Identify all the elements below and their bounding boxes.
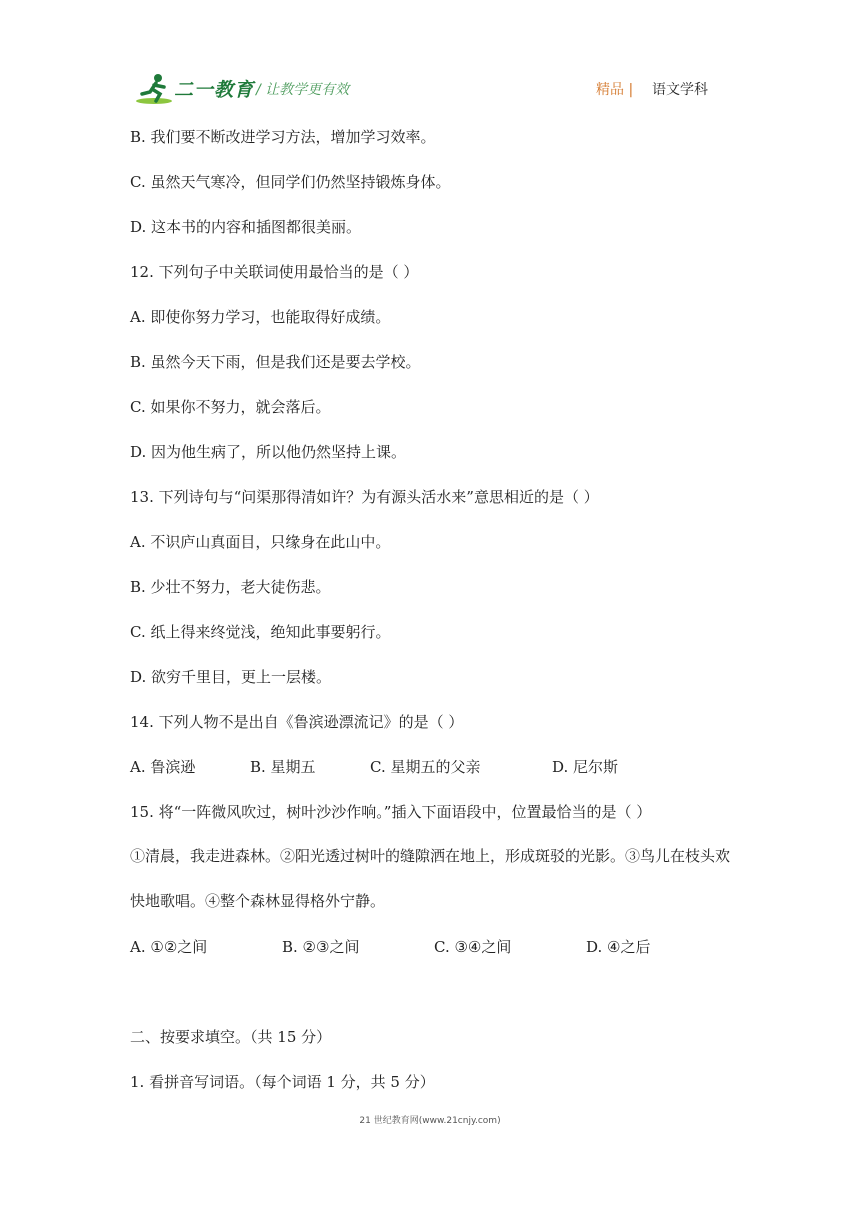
text-line: A. 不识庐山真面目，只缘身在此山中。 [130,533,391,551]
text-line: C. 纸上得来终觉浅，绝知此事要躬行。 [130,623,391,641]
q14-option: C. 星期五的父亲 [370,758,481,776]
q15-option: B. ②③之间 [282,938,360,956]
text-line: C. 如果你不努力，就会落后。 [130,398,331,416]
text-line: D. 欲穷千里目，更上一层楼。 [130,668,332,686]
section-2-title: 二、按要求填空。（共 15 分） [130,1028,332,1046]
text-line: D. 这本书的内容和插图都很美丽。 [130,218,362,236]
brand-tag: 精品 | [596,82,634,98]
q15-passage: ①清晨，我走进森林。②阳光透过树叶的缝隙洒在地上，形成斑驳的光影。③鸟儿在枝头欢快地歌唱。④整个森林显得格外宁静。 [130,847,731,910]
text-line: A. 即使你努力学习，也能取得好成绩。 [130,308,391,326]
q15-option: A. ①②之间 [130,938,208,956]
q14-option: A. 鲁滨逊 [130,758,196,776]
question-15: 15. 将“一阵微风吹过，树叶沙沙作响。”插入下面语段中，位置最恰当的是（ ） [130,803,652,821]
slogan: / 让教学更有效 [256,82,350,98]
page-footer: 21 世纪教育网(www.21cnjy.com) [359,1116,501,1126]
q15-option: D. ④之后 [586,938,651,956]
q14-option: D. 尼尔斯 [552,758,619,776]
text-line: D. 因为他生病了，所以他仍然坚持上课。 [130,443,407,461]
text-line: B. 少壮不努力，老大徒伤悲。 [130,578,331,596]
running-person-logo-icon [134,72,174,106]
page-header [0,0,860,110]
document-body [130,122,740,1112]
logo-text: 二一教育 [174,79,255,101]
subject-tag: 语文学科 [652,82,708,98]
question-14: 14. 下列人物不是出自《鲁滨逊漂流记》的是（ ） [130,713,464,731]
question-12: 12. 下列句子中关联词使用最恰当的是（ ） [130,263,419,281]
section-2-question-1: 1. 看拼音写词语。（每个词语 1 分，共 5 分） [130,1073,435,1091]
q14-option: B. 星期五 [250,758,316,776]
q15-options [130,932,740,977]
question-13: 13. 下列诗句与“问渠那得清如许？为有源头活水来”意思相近的是（ ） [130,488,599,506]
text-line: B. 虽然今天下雨，但是我们还是要去学校。 [130,353,421,371]
text-line: B. 我们要不断改进学习方法，增加学习效率。 [130,128,436,146]
q15-option: C. ③④之间 [434,938,512,956]
text-line: C. 虽然天气寒冷，但同学们仍然坚持锻炼身体。 [130,173,451,191]
q14-options [130,752,740,797]
